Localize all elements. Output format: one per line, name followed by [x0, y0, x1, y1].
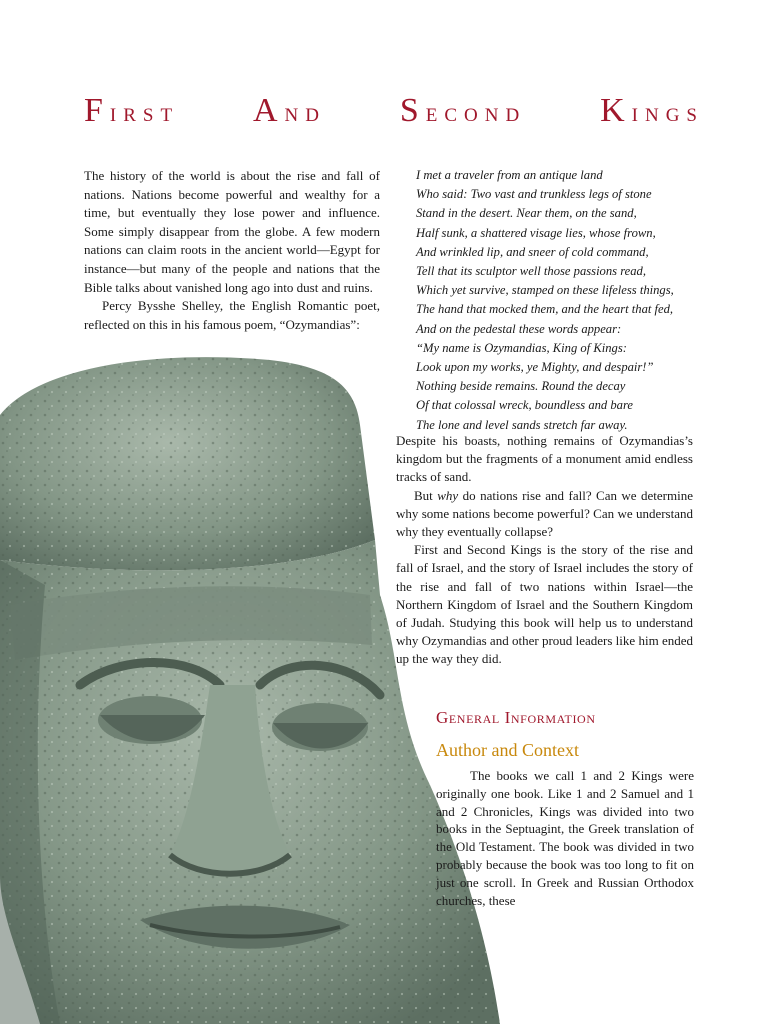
body-paragraph: Despite his boasts, nothing remains of Ozymandias’s kingdom but the fragments of a monument amid endless tracks of sand. [396, 433, 693, 485]
page-title [84, 92, 704, 130]
body-paragraph: First and Second Kings is the story of the rise and fall of Israel, and the story of Israel includes the story of the rise and fall of two nations within Israel—the Northern Kingdom of Israel and the Southern Kingdom of Judah. Studying this book will help us to understand why Ozymandias and other proud leaders like him ended up the way they did. [396, 542, 693, 667]
section-subheading: Author and Context [436, 740, 579, 760]
body-text: do nations rise and fall? Can we determine why some nations become powerful? Can we understand why they eventually collapse? [396, 487, 693, 540]
title-word: KINGS [600, 92, 704, 129]
poem-line: Half sunk, a shattered visage lies, whose frown, [416, 225, 656, 240]
section-paragraph: The books we call 1 and 2 Kings were originally one book. Like 1 and 2 Samuel and 1 and 2 Chronicles, Kings was divided into two books in the Septuagint, the Greek translation of the Old Testament. The book was divided in two probably because the book was too long to fit on just one scroll. In Greek and Russian Orthodox churches, these [436, 768, 694, 908]
intro-column [84, 167, 380, 334]
poem-line: The hand that mocked them, and the heart that fed, [416, 302, 674, 317]
emphasis-text: why [437, 487, 459, 503]
poem-line: “My name is Ozymandias, King of Kings: [416, 340, 627, 355]
poem-line: Look upon my works, ye Mighty, and despair!” [416, 360, 654, 375]
poem-line: And on the pedestal these words appear: [416, 321, 622, 336]
poem-line: I met a traveler from an antique land [416, 168, 603, 182]
poem-line: And wrinkled lip, and sneer of cold command, [416, 244, 649, 259]
poem-line: Of that colossal wreck, boundless and bare [416, 398, 633, 413]
body-text: But [414, 487, 438, 503]
poem-line: Who said: Two vast and trunkless legs of stone [416, 187, 652, 202]
poem-line: Nothing beside remains. Round the decay [416, 379, 626, 394]
section-column [436, 767, 694, 909]
poem-line: Stand in the desert. Near them, on the sand, [416, 206, 637, 221]
title-word: FIRST [84, 92, 180, 129]
title-word: SECOND [399, 92, 527, 129]
poem-line: Which yet survive, stamped on these lifeless things, [416, 283, 674, 298]
intro-paragraph: Percy Bysshe Shelley, the English Romantic poet, reflected on this in his famous poem, “Ozymandias”: [84, 298, 380, 332]
poem-line: The lone and level sands stretch far away. [416, 417, 628, 432]
poem-line: Tell that its sculptor well those passions read, [416, 264, 646, 279]
section-heading: General Information [436, 708, 596, 727]
intro-paragraph: The history of the world is about the rise and fall of nations. Nations become powerful and wealthy for a time, but eventually they lose power and influence. Some simply disappear from the globe. A few modern nations can claim roots in the ancient world—Egypt for instance—but many of the people and nations that the Bible talks about vanished long ago into dust and ruins. [84, 168, 380, 295]
title-word: AND [252, 92, 326, 129]
statue-image [0, 355, 500, 1024]
